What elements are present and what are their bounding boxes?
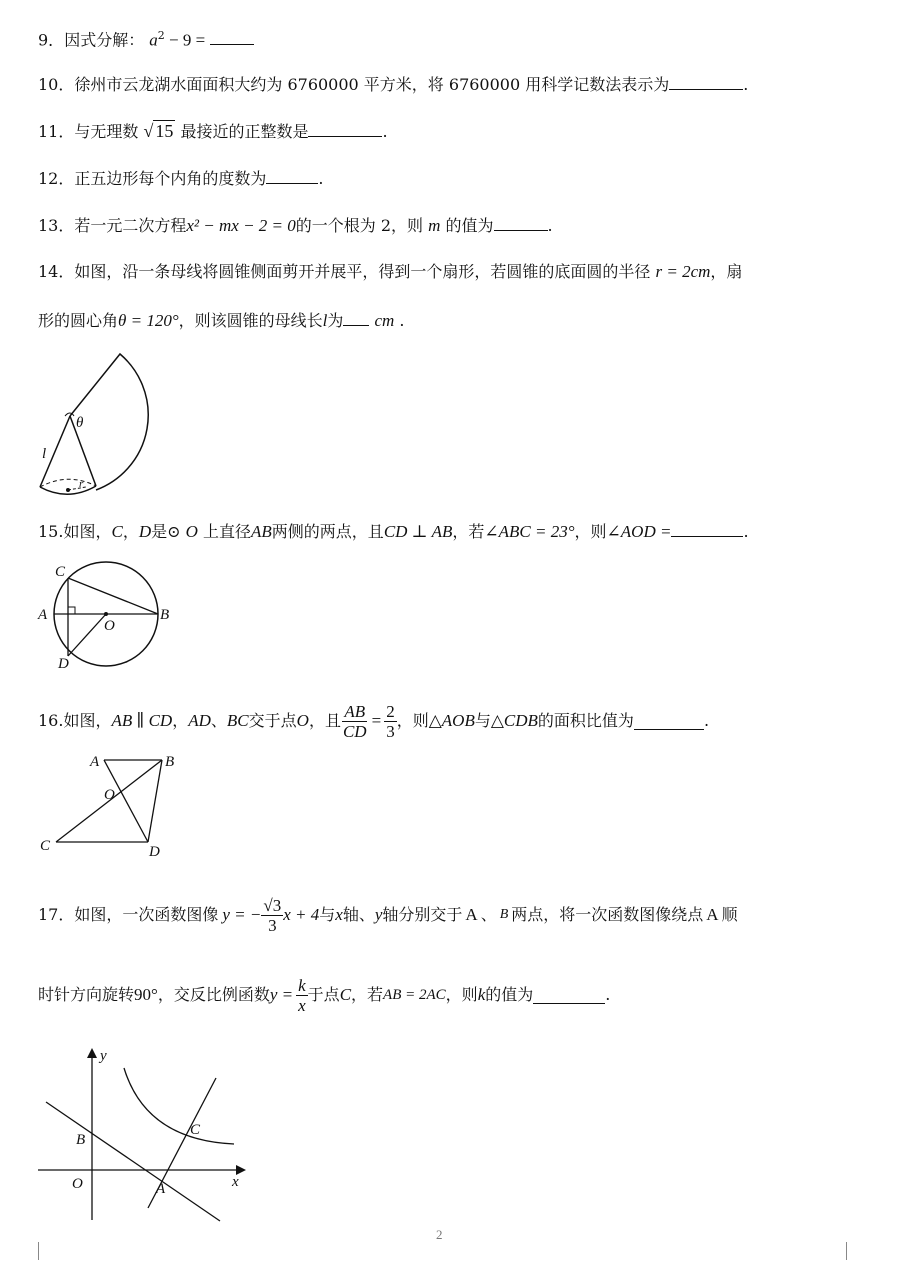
q17-inverse-fraction [296,976,308,1015]
q17-var-k: k [477,985,486,1004]
q14-radius: r = 2cm [655,262,711,281]
q17-condition: AB = 2AC [383,987,446,1003]
q13-period: . [547,216,553,235]
q17-number: 17． [38,905,75,924]
q17-label-a: A [156,1181,166,1197]
q17-text-line2-mid2: 于点 [307,985,340,1004]
q16-label-b: B [165,754,175,770]
q9-text: 因式分解： [64,30,145,50]
q16-text-mid5: 与 [474,711,491,730]
q15-text-mid2: 上直径 [203,522,252,541]
q10-answer-blank[interactable] [669,73,743,90]
q15-label-a: A [38,607,48,623]
q17-point-c: C [339,985,352,1004]
q16-equals: = [371,711,382,730]
question-14-line1 [38,262,742,282]
q17-x-term: x + 4 [283,905,320,924]
q10-period: . [743,75,749,94]
question-9 [38,26,254,50]
q15-point-c: C [111,522,123,541]
q16-frac-den: CD [342,721,367,741]
question-12 [38,167,323,189]
q17-label-x: x [232,1174,239,1190]
q15-number: 15. [38,522,64,541]
q12-period: . [318,169,324,188]
q13-equation: x² − mx − 2 = 0 [186,216,296,235]
q15-angle-abc: ∠ABC = 23° [484,522,575,541]
q17-y-equals: y = − [222,905,262,924]
question-17-line2 [38,970,610,1020]
q17-text-mid5: 顺 [721,905,738,924]
q15-diameter: AB [251,522,272,541]
q16-label-o: O [104,787,115,803]
q14-cone-figure [30,350,160,505]
q13-text-pre: 若一元二次方程 [74,216,187,235]
q15-perpendicular: CD ⊥ AB [383,522,453,541]
q17-text-mid1: 与 [319,905,336,924]
q17-y-equals-2: y = [269,985,294,1004]
q17-text-line2-mid3: ，若 [351,985,384,1004]
q11-text-post: 最接近的正整数是 [180,122,309,141]
q17-hyperbola [124,1068,234,1144]
q17-degrees: 90° [134,985,158,1004]
q16-parallel: AB ∥ CD [111,711,173,730]
q16-period: . [703,711,710,730]
q16-segment-bc: BC [226,711,249,730]
q17-frac-x: x [298,995,306,1015]
q15-text-mid1: 是 [151,522,168,541]
q14-var-l: l [322,311,328,330]
q16-text-mid2: 交于点 [248,711,297,730]
q15-label-b: B [160,607,170,623]
q17-text-line2-pre: 时针方向旋转 [38,985,135,1004]
q12-answer-blank[interactable] [266,167,318,184]
q17-text-pre: 如图，一次函数图像 [74,905,219,924]
q12-text: 正五边形每个内角的度数为 [74,169,267,188]
q16-text-pre: 如图， [63,711,112,730]
q15-text-pre: 如图， [63,522,112,541]
q16-text-mid1: 、 [210,711,227,730]
question-16 [38,700,709,742]
q15-circle-figure [36,560,176,672]
q13-number: 13． [38,216,75,235]
q9-expression: − 9 = [164,30,206,50]
q11-text-pre: 与无理数 [74,122,139,141]
q17-answer-blank[interactable] [533,987,605,1004]
q16-val-den: 3 [386,721,395,741]
q16-value-fraction [384,702,397,741]
q17-point-a: A [465,905,478,924]
q16-figure [36,750,186,862]
q17-var-y: y [374,905,383,924]
q17-text-line2-mid4: ，则 [445,985,478,1004]
q15-period: . [743,522,749,541]
q16-sep: ， [172,711,189,730]
q11-period: . [382,122,388,141]
q16-segment-ad: AD [188,711,211,730]
q9-number: 9． [38,30,65,50]
q15-text-mid3: 两侧的两点，且 [271,522,384,541]
q15-center-dot [104,612,108,616]
q14-text-line2-mid: ，则该圆锥的母线长 [178,311,323,330]
q15-label-d: D [58,656,69,672]
question-17-line1 [38,890,738,940]
q17-var-x: x [335,905,343,924]
q15-right-angle [68,607,75,614]
page-number: 2 [436,1227,443,1242]
q11-number: 11． [38,122,75,141]
q13-answer-blank[interactable] [494,214,548,231]
q14-base-center [66,488,70,492]
q16-ratio-fraction [341,702,369,741]
q14-number: 14． [38,262,75,281]
q14-answer-blank[interactable] [343,309,369,326]
q17-text-line2-post: 的值为 [485,985,534,1004]
q14-text-line1: 如图，沿一条母线将圆锥侧面剪开并展平，得到一个扇形，若圆锥的底面圆的半径 [74,262,651,281]
q11-radicand: 15 [155,121,174,141]
q16-frac-num: AB [344,701,366,721]
q14-label-r: r [79,478,84,490]
q17-frac-k: k [298,975,306,995]
q9-answer-blank[interactable] [210,28,254,45]
q16-point-o: O [296,711,309,730]
q15-point-d: D [138,522,152,541]
q17-y-arrow [87,1048,97,1058]
q14-period: . [399,311,405,330]
q17-point-a2: A [706,905,719,924]
q17-coordinate-figure [36,1040,256,1225]
footer-margin-mark-right [846,1242,847,1260]
q16-text-mid4: ，则 [396,711,429,730]
q16-number: 16. [38,711,64,730]
q14-radius-line [68,487,86,490]
q14-text-line2-post: 为 [327,311,344,330]
q15-text-mid5: ，则 [574,522,607,541]
q13-text-mid: 的一个根为 2，则 [295,216,424,235]
q15-segment-do [68,614,106,656]
q17-label-y: y [100,1048,107,1064]
q15-text-mid4: ，若 [452,522,485,541]
q10-number: 10． [38,75,75,94]
q16-segment-bd [148,760,162,842]
q14-label-theta: θ [76,415,84,431]
q15-label-o: O [104,618,115,634]
q16-label-a: A [90,754,100,770]
q14-text-line1-end: ，扇 [710,262,743,281]
q17-dot-sep: 、 [480,905,497,924]
q14-text-line2-pre: 形的圆心角 [38,311,119,330]
q15-circle-symbol: ⊙ [167,522,181,541]
q17-point-b: B [499,907,509,922]
q14-label-l: l [42,446,47,462]
q11-answer-blank[interactable] [308,120,382,137]
q13-text-post: 的值为 [445,216,494,235]
footer-margin-mark-left [38,1242,39,1260]
q16-text-post: 的面积比值为 [537,711,634,730]
q15-segment-cb [68,578,158,614]
question-13 [38,214,553,236]
q17-text-mid2: 轴、 [342,905,375,924]
q17-text-mid3: 轴分别交于 [382,905,463,924]
q17-slope-fraction [261,896,283,935]
q17-period: . [605,985,611,1004]
q15-sep: ， [122,522,139,541]
q14-unit: cm [374,311,395,330]
q14-base-back [40,479,96,487]
q17-text-line2-mid: ，交反比例函数 [157,985,270,1004]
q17-label-c: C [190,1122,201,1138]
q17-frac-num: √3 [263,895,282,915]
q15-label-c: C [55,564,66,580]
q13-var-m: m [428,216,441,235]
q16-text-mid3: ，且 [308,711,341,730]
q12-number: 12． [38,169,75,188]
q17-label-o: O [72,1176,83,1192]
q16-triangle-cdb: △CDB [490,711,538,730]
q9-var-a: a [149,30,158,50]
question-14-line2 [38,309,405,331]
q15-answer-blank[interactable] [671,520,743,537]
q17-frac-den: 3 [268,915,277,935]
q16-val-num: 2 [386,701,395,721]
q9-exponent: 2 [157,29,165,42]
q17-label-b: B [76,1132,86,1148]
question-11 [38,120,388,142]
question-10 [38,73,748,95]
q10-text: 徐州市云龙湖水面面积大约为 6760000 平方米，将 6760000 用科学记数法表示为 [74,75,670,94]
q16-triangle-aob: △AOB [428,711,475,730]
q15-point-o: O [185,522,198,541]
q16-label-c: C [40,838,51,854]
q14-angle: θ = 120° [118,311,179,330]
q16-answer-blank[interactable] [634,713,704,730]
q17-text-mid4: 两点，将一次函数图像绕点 [511,905,704,924]
q15-angle-aod: ∠AOD = [606,522,672,541]
q11-sqrt: √ 15 [143,121,174,141]
q16-label-d: D [149,844,160,860]
question-15 [38,520,749,542]
